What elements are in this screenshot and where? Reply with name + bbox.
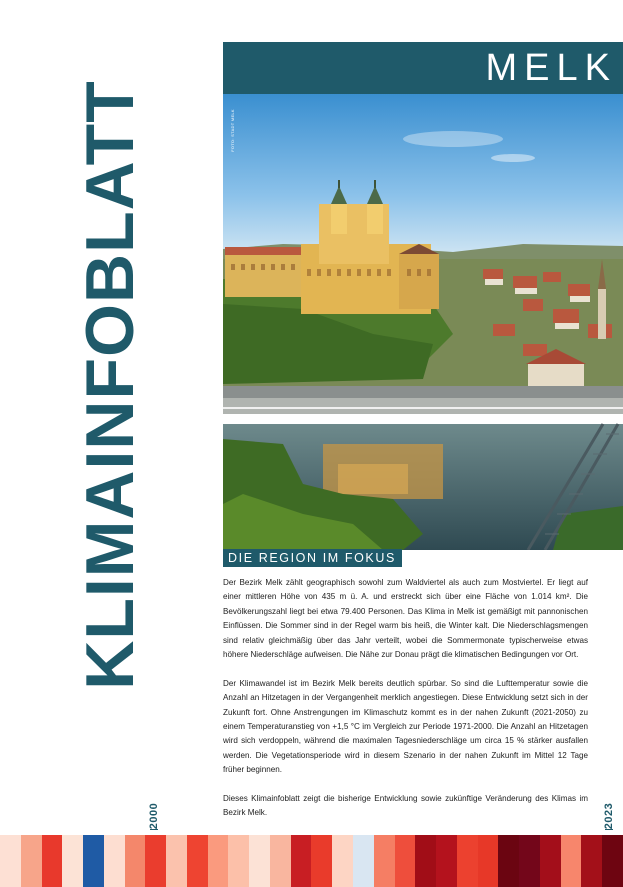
warming-stripe bbox=[62, 835, 83, 887]
warming-stripe bbox=[602, 835, 623, 887]
warming-stripe bbox=[581, 835, 602, 887]
warming-stripe bbox=[125, 835, 146, 887]
warming-stripe bbox=[208, 835, 229, 887]
warming-stripe bbox=[0, 835, 21, 887]
warming-stripe bbox=[478, 835, 499, 887]
warming-stripe bbox=[21, 835, 42, 887]
year-end-text: 2023 bbox=[603, 802, 616, 830]
section-heading-text: DIE REGION IM FOKUS bbox=[228, 551, 396, 565]
paragraph-region: Der Bezirk Melk zählt geographisch sowohl zum Waldviertel als auch zum Mostviertel. Er liegt auf einer mittleren Höhe von 435 m ü. A. und erstreckt sich über eine Fläche von 1.014 km². Die Bevölkerungszahl liegt bei etwa 79.400 Personen. Das Klima in Melk ist gemäßigt mit pannonischen Einflüssen. Die Sommer sind in der Regel warm bis heiß, die Winter kalt. Die Niederschlagsmengen sind relativ gleichmäßig über das Jahr verteilt, wobei die Sommermonate typischerweise etwas höhere Niederschläge aufweisen. Die Nähe zur Donau prägt die klimatischen Bedingungen vor Ort. bbox=[223, 578, 588, 660]
year-start-tick bbox=[150, 829, 158, 830]
warming-stripe bbox=[145, 835, 166, 887]
warming-stripe bbox=[457, 835, 478, 887]
warming-stripe bbox=[374, 835, 395, 887]
melk-abbey-photo bbox=[223, 94, 623, 550]
warming-stripe bbox=[166, 835, 187, 887]
warming-stripe bbox=[291, 835, 312, 887]
warming-stripe bbox=[332, 835, 353, 887]
paragraph-climate-change: Der Klimawandel ist im Bezirk Melk bereits deutlich spürbar. So sind die Lufttemperatur sowie die Anzahl an Hitzetagen in der Vergangenheit merklich angestiegen. Diese Entwicklung setzt sich in der Zukunft fort. Ohne Anstrengungen im Klimaschutz kommt es in der nahen Zukunft (2021-2050) zu einem Temperaturanstieg von +1,5 °C im Vergleich zur Periode 1971-2000. Die Anzahl an Hitzetagen wird sich verdoppeln, während die maximalen Tagesniederschläge um circa 15 % stärker ausfallen werden. Die Vegetationsperiode wird in diesem Szenario in der nahen Zukunft im Mittel 12 Tage früher beginnen. bbox=[223, 678, 588, 775]
warming-stripe bbox=[498, 835, 519, 887]
region-title: MELK bbox=[485, 46, 617, 89]
paragraph-summary: Dieses Klimainfoblatt zeigt die bisherige Entwicklung sowie zukünftige Veränderung des Klimas im Bezirk Melk. bbox=[223, 794, 588, 818]
region-header bbox=[223, 42, 623, 94]
warming-stripe bbox=[436, 835, 457, 887]
photo-credit bbox=[226, 100, 238, 160]
year-start-text: 2000 bbox=[148, 802, 161, 830]
section-heading bbox=[223, 549, 402, 567]
warming-stripe bbox=[311, 835, 332, 887]
warming-stripe bbox=[415, 835, 436, 887]
document-title bbox=[72, 40, 148, 730]
photo-credit-text: FOTO: STADT MELK bbox=[229, 108, 235, 152]
warming-stripe bbox=[187, 835, 208, 887]
warming-stripe bbox=[540, 835, 561, 887]
document-title-text: KLIMAINFOBLATT bbox=[72, 80, 148, 690]
warming-stripe bbox=[249, 835, 270, 887]
warming-stripes bbox=[0, 835, 623, 887]
warming-stripe bbox=[270, 835, 291, 887]
year-end-tick bbox=[605, 829, 613, 830]
region-photo bbox=[223, 94, 623, 550]
warming-stripe bbox=[519, 835, 540, 887]
warming-stripe bbox=[83, 835, 104, 887]
warming-stripe bbox=[104, 835, 125, 887]
body-text bbox=[223, 576, 588, 835]
warming-stripe bbox=[561, 835, 582, 887]
warming-stripe bbox=[42, 835, 63, 887]
warming-stripe bbox=[228, 835, 249, 887]
warming-stripe bbox=[395, 835, 416, 887]
warming-stripe bbox=[353, 835, 374, 887]
